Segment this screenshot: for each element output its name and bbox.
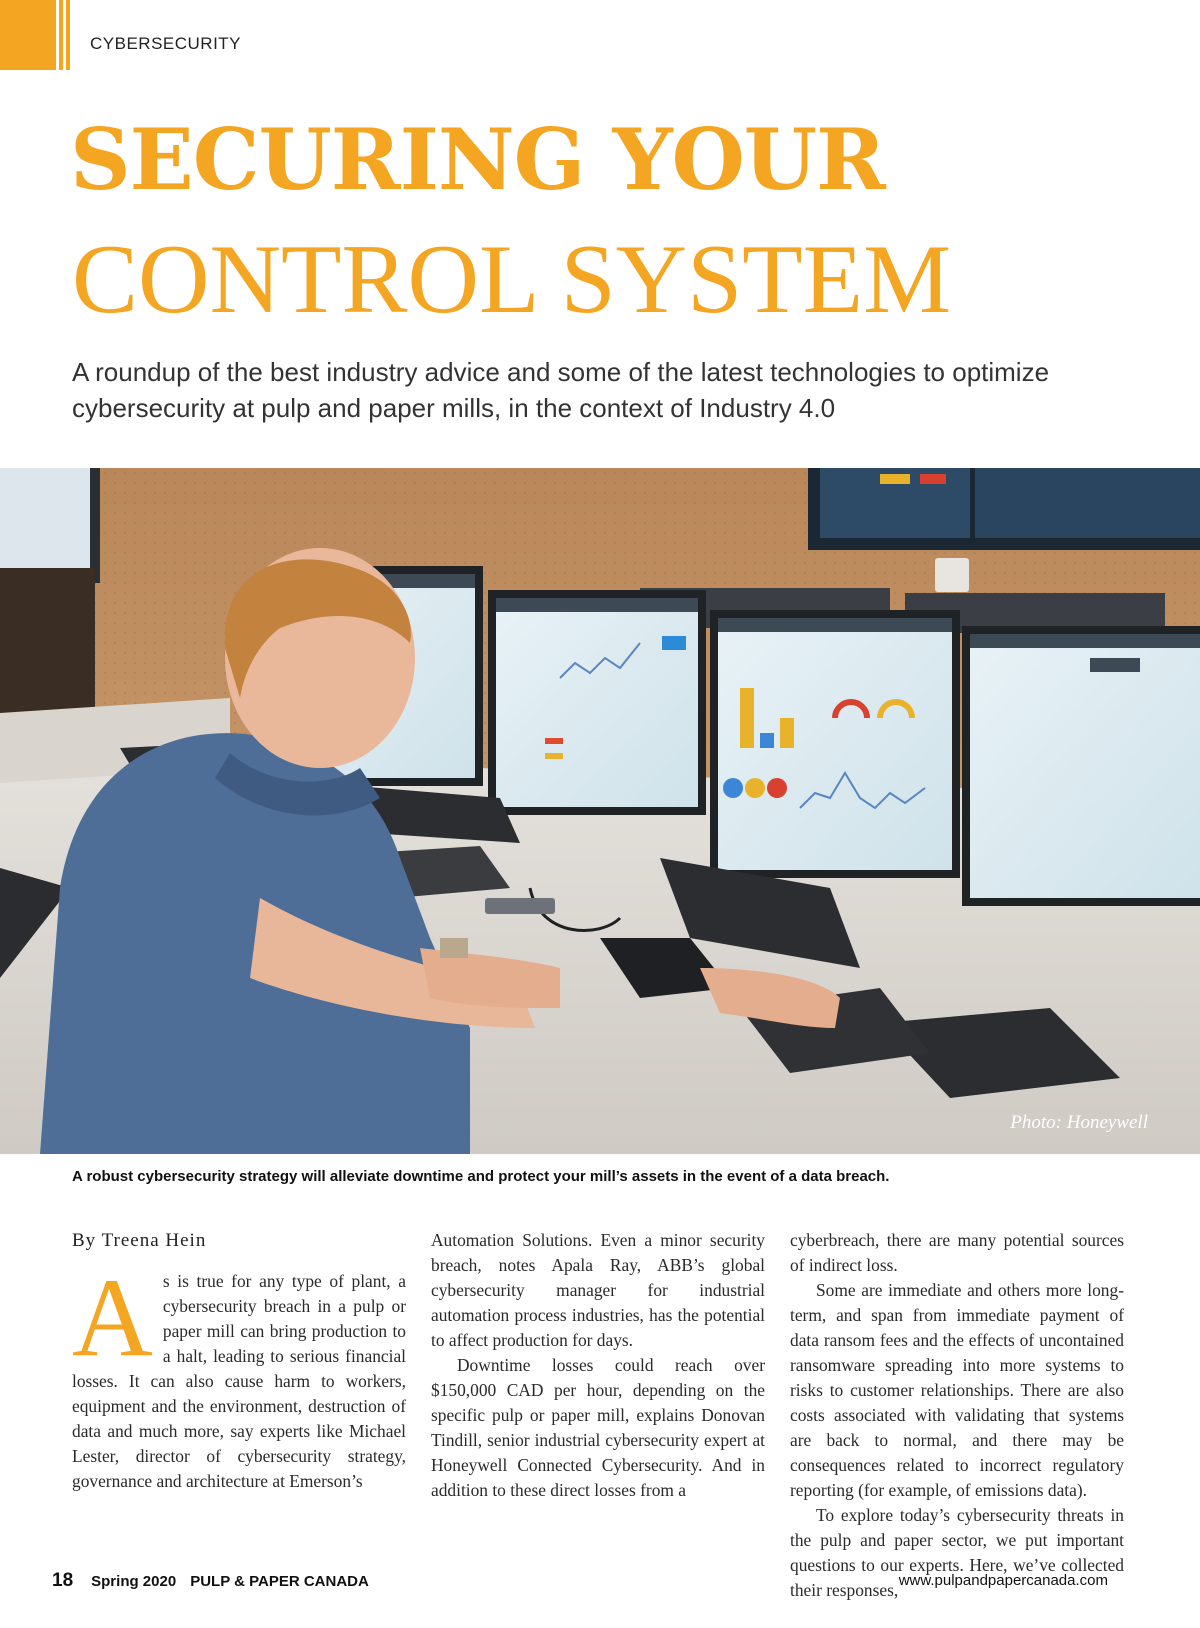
photo-credit: Photo: Honeywell [1010, 1112, 1148, 1133]
byline: By Treena Hein [72, 1230, 207, 1251]
article-paragraph-continued: cyberbreach, there are many potential sources of indirect loss. [790, 1230, 1124, 1275]
paragraph-1-text: s is true for any type of plant, a cybersecurity breach in a pulp or paper mill can bring production to a halt, leading to serious financial losses. It can also cause harm to workers, equipment and the environment, destruction of data and much more, say experts like Michael Lester, director of cybersecurity strategy, governance and architecture at Emerson’s [72, 1271, 406, 1491]
hero-photo [0, 468, 1200, 1154]
article-column-1 [72, 1228, 406, 1494]
section-label: CYBERSECURITY [90, 34, 242, 53]
article-column-2 [431, 1228, 765, 1503]
article-column-3 [790, 1228, 1124, 1603]
control-room-illustration [0, 468, 1200, 1154]
article-paragraph-2: Downtime losses could reach over $150,000 CAD per hour, depending on the specific pulp or paper mill, explains Donovan Tindill, senior industrial cybersecurity expert at Honeywell Connected Cybersecurity. And in addition to these direct losses from a [431, 1355, 765, 1500]
page-footer [52, 1570, 1108, 1594]
magazine-name: PULP & PAPER CANADA [190, 1573, 369, 1590]
article-paragraph-continued: Automation Solutions. Even a minor security breach, notes Apala Ray, ABB’s global cybersecurity manager for industrial automation process industries, has the potential to affect production for days. [431, 1230, 765, 1350]
headline-line-2: CONTROL SYSTEM [72, 225, 952, 334]
headline-line-1: SECURING YOUR [70, 110, 885, 209]
drop-cap: A [72, 1256, 153, 1380]
issue-label: Spring 2020 [91, 1573, 177, 1590]
deck-subtitle: A roundup of the best industry advice and some of the latest technologies to optimize cybersecurity at pulp and paper mills, in the context of Industry 4.0 [72, 357, 1050, 423]
section-edge-tab [0, 0, 70, 70]
page-number: 18 [52, 1570, 74, 1591]
article-paragraph-3: Some are immediate and others more long-term, and span from immediate payment of data ransom fees and the effects of uncontained ransomware spreading into more systems to risks to customer relationships. There are also costs associated with validating that systems are back to normal, and there may be consequences related to incorrect regulatory reporting (for example, of emissions data). [790, 1280, 1124, 1500]
article-paragraph-1 [72, 1256, 406, 1494]
photo-caption: A robust cybersecurity strategy will alleviate downtime and protect your mill’s assets in the event of a data breach. [72, 1168, 890, 1185]
website-url[interactable]: www.pulpandpapercanada.com [898, 1572, 1108, 1589]
article-paragraph-4: To explore today’s cybersecurity threats in the pulp and paper sector, we put important questions to our experts. Here, we’ve collected their responses, [790, 1505, 1124, 1600]
